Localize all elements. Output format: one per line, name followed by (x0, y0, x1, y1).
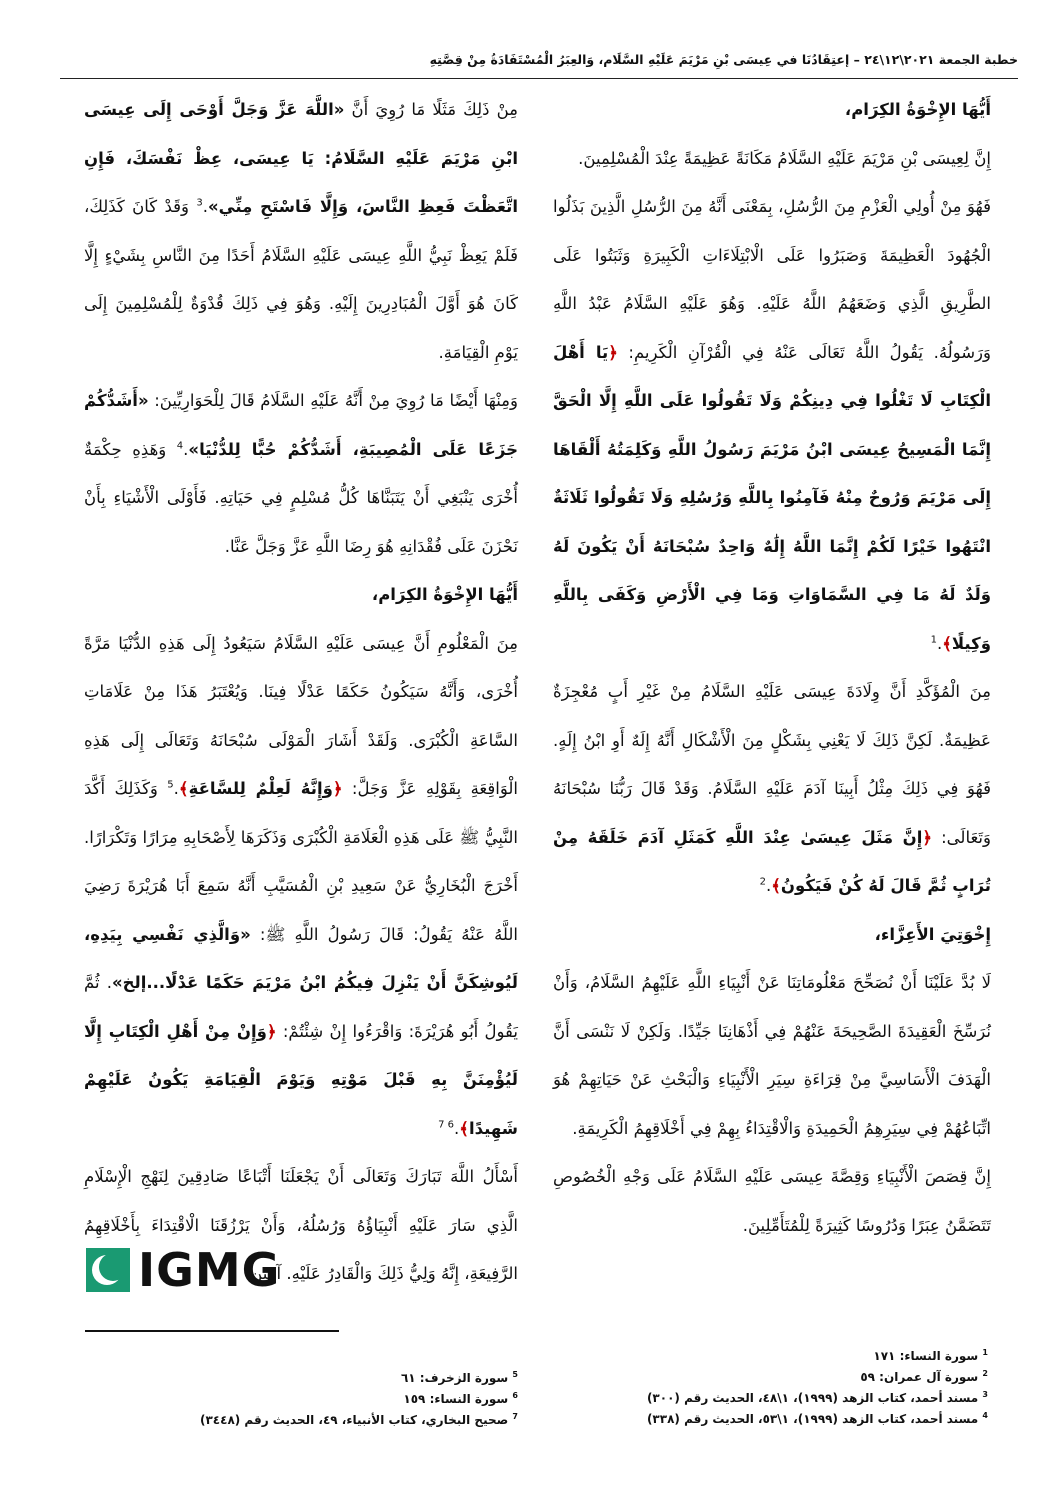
verse-bracket-close: ﴾ (942, 633, 952, 653)
body-text: . (173, 779, 179, 798)
footnote (538, 1346, 988, 1367)
footnote (538, 1367, 988, 1388)
header-title: خطبة الجمعة ٢٠٢١\١٢\٢٤ – إعتِقَادُنَا في عِيسَى بْنِ مَرْيَمَ عَلَيْهِ السَّلَام، وَالعِبَرُ الْمُسْتَفَادَةُ مِنْ قِصَّتِهِ (429, 52, 1018, 67)
verse-bracket-open: ﴿ (922, 827, 933, 847)
footnote-text: مسند أحمد، كتاب الزهد (١٩٩٩)، ١\٤٨، الحديث رقم (٣٠٠) (646, 1391, 979, 1405)
footnote-ref: 6 7 (438, 1119, 455, 1130)
footnote-number: 2 (982, 1369, 988, 1378)
section-heading: أَيُّهَا الإِخْوَةُ الكِرَام، (371, 585, 518, 604)
footnote (538, 1388, 988, 1409)
body-text: وَقَدْ كَانَ كَذَلِكَ، فَلَمْ يَعِظْ نَبِيُّ اللَّهِ عِيسَى عَلَيْهِ السَّلَامُ أَحَدًا مِنَ النَّاسِ بِشَيْءٍ إِلَّا كَانَ هُوَ أَوَّلَ الْمُبَادِرِينَ إِلَيْهِ. وَهُوَ فِي ذَلِكَ قُدْوَةٌ لِلْمُسْلِمِينَ إِلَى يَوْمِ الْقِيَامَةِ. (84, 197, 518, 362)
body-text: لَا بُدَّ عَلَيْنَا أَنْ نُصَحِّحَ مَعْلُومَاتِنَا عَنْ أَنْبِيَاءِ اللَّهِ عَلَيْهِمُ السَّلَامُ، وَأَنْ نُرَسِّخَ الْعَقِيدَةَ الصَّحِيحَةَ عَنْهُمْ فِي أَذْهَانِنَا جَيِّدًا. وَلَكِنْ لَا نَنْسَى أَنَّ الْهَدَفَ الْأَسَاسِيَّ مِنْ قِرَاءَةِ سِيَرِ الْأَنْبِيَاءِ وَالْبَحْثِ عَنْ حَيَاتِهِمْ هُوَ اتِّبَاعُهُمْ فِي سِيَرِهِمُ الْحَمِيدَةِ وَالْاقْتِدَاءُ بِهِمْ فِي أَخْلَاقِهِمُ الْكَرِيمَةِ. (553, 973, 991, 1138)
quran-verse (553, 343, 991, 653)
quran-verse (179, 779, 343, 798)
verse-bracket-close: ﴾ (178, 779, 189, 798)
footnote-ref: 5 (167, 779, 174, 791)
crescent-europe-icon (86, 1248, 130, 1292)
logo-text: IGMG (138, 1243, 281, 1297)
body-text: . (936, 633, 943, 653)
footnotes-right (538, 1346, 988, 1430)
paragraph (84, 86, 518, 377)
paragraph (84, 377, 518, 571)
paragraph (553, 183, 991, 668)
hadith-quote: «اللَّهَ عَزَّ وَجَلَّ أَوْحَى إِلَى عِيسَى ابْنِ مَرْيَمَ عَلَيْهِ السَّلَامُ: يَا عِيسَى، عِظْ نَفْسَكَ، فَإِنِ اتَّعَظْتَ فَعِظِ النَّاسَ، وَإِلَّا فَاسْتَحِ مِنِّي» (84, 100, 518, 216)
body-text: . (454, 1118, 460, 1138)
body-text: . (183, 439, 189, 459)
footnote (78, 1368, 518, 1389)
body-text: . (202, 197, 209, 216)
verse-bracket-close: ﴾ (771, 876, 781, 895)
left-column (84, 86, 518, 1299)
footnote-ref: 3 (196, 197, 203, 209)
verse-text: يَا أَهْلَ الْكِتَابِ لَا تَغْلُوا فِي دِينِكُمْ وَلَا تَقُولُوا عَلَى اللَّهِ إِلَّا الْحَقَّ إِنَّمَا الْمَسِيحُ عِيسَى ابْنُ مَرْيَمَ رَسُولُ اللَّهِ وَكَلِمَتُهُ أَلْقَاهَا إِلَى مَرْيَمَ وَرُوحٌ مِنْهُ فَآمِنُوا بِاللَّهِ وَرُسُلِهِ وَلَا تَقُولُوا ثَلَاثَةٌ انْتَهُوا خَيْرًا لَكُمْ إِنَّمَا اللَّهُ إِلَٰهٌ وَاحِدٌ سُبْحَانَهُ أَنْ يَكُونَ لَهُ وَلَدٌ لَهُ مَا فِي السَّمَاوَاتِ وَمَا فِي الْأَرْضِ وَكَفَى بِاللَّهِ وَكِيلًا (553, 342, 991, 653)
body-text: فَهُوَ مِنْ أُولِي الْعَزْمِ مِنَ الرُّسُلِ، بِمَعْنَى أَنَّهُ مِنَ الرُّسُلِ الَّذِينَ بَذَلُوا الْجُهُودَ الْعَظِيمَةَ وَصَبَرُوا عَلَى الْابْتِلَاءَاتِ الْكَبِيرَةِ وَثَبَتُوا عَلَى الطَّرِيقِ الَّذِي وَضَعَهُمُ اللَّهُ عَلَيْهِ. وَهُوَ عَلَيْهِ السَّلَامُ عَبْدُ اللَّهِ وَرَسُولُهُ. يَقُولُ اللَّهُ تَعَالَى عَنْهُ فِي الْقُرْآنِ الْكَرِيمِ: (553, 197, 991, 362)
paragraph (553, 1153, 991, 1250)
footnote-text: صحيح البخاري، كتاب الأنبياء، ٤٩، الحديث رقم (٣٤٤٨) (199, 1413, 509, 1427)
section-heading: أَيُّهَا الإِخْوَةُ الكِرَام، (844, 100, 991, 119)
verse-text: وَإِنْ مِنْ أَهْلِ الْكِتَابِ إِلَّا لَيُؤْمِنَنَّ بِهِ قَبْلَ مَوْتِهِ وَيَوْمَ الْقِيَامَةِ يَكُونُ عَلَيْهِمْ شَهِيدًا (84, 1021, 518, 1138)
footnote-text: سورة آل عمران: ٥٩ (860, 1370, 979, 1384)
footnote-number: 1 (982, 1348, 988, 1357)
body-text: إِنَّ لِعِيسَى بْنِ مَرْيَمَ عَلَيْهِ السَّلَامُ مَكَانَةً عَظِيمَةً عِنْدَ الْمُسْلِمِينَ. (578, 148, 991, 168)
footnote-ref: 2 (759, 876, 766, 888)
paragraph (553, 135, 991, 184)
footnote-number: 3 (982, 1390, 988, 1399)
right-column (553, 86, 991, 1250)
footnotes-left (78, 1368, 518, 1431)
body-text: إِنَّ قِصَصَ الْأَنْبِيَاءِ وَقِصَّةَ عِيسَى عَلَيْهِ السَّلَامُ عَلَى وَجْهِ الْخُصُوصِ تَتَضَمَّنُ عِبَرًا وَدُرُوسًا كَثِيرَةً لِلْمُتَأَمِّلِينَ. (553, 1167, 991, 1235)
verse-text: وَإِنَّهُ لَعِلْمٌ لِلسَّاعَةِ (188, 779, 333, 798)
footnote-number: 6 (512, 1391, 518, 1400)
body-text: مِنْ ذَلِكَ مَثَلًا مَا رُوِيَ أَنَّ (344, 100, 518, 119)
footnote-divider (85, 1330, 339, 1332)
footnote (78, 1389, 518, 1410)
body-text: وَكَذَلِكَ أَكَّدَ النَّبِيُّ ﷺ عَلَى هَذِهِ الْعَلَامَةِ الْكُبْرَى وَذَكَرَهَا لِأَصْحَابِهِ مِرَارًا وَتَكْرَارًا. أَخْرَجَ الْبُخَارِيُّ عَنْ سَعِيدِ بْنِ الْمُسَيَّبِ أَنَّهُ سَمِعَ أَبَا هُرَيْرَةَ رَضِيَ اللَّهُ عَنْهُ يَقُولُ: قَالَ رَسُولُ اللَّهِ ﷺ: (84, 779, 519, 944)
footnote (78, 1410, 518, 1431)
body-text: وَمِنْهَا أَيْضًا مَا رُوِيَ مِنْ أَنَّهُ عَلَيْهِ السَّلَامُ قَالَ لِلْحَوَارِيِّينَ: (148, 391, 518, 410)
footnote-text: سورة النساء: ١٥٩ (403, 1392, 509, 1406)
footnote-ref: 4 (176, 440, 184, 451)
footnote-ref: 1 (930, 634, 937, 645)
verse-bracket-open: ﴿ (266, 1021, 277, 1041)
page-header (60, 42, 1018, 79)
hadith-quote: «وَالَّذِي نَفْسِي بِيَدِهِ، لَيُوشِكَنَّ أَنْ يَنْزِلَ فِيكُمُ ابْنُ مَرْيَمَ حَكَمًا عَدْلًا...إلخ» (84, 924, 518, 992)
footnote-number: 7 (512, 1412, 518, 1421)
footnote-text: سورة الزخرف: ٦١ (400, 1371, 509, 1385)
paragraph (553, 668, 991, 911)
body-text: أَسْأَلُ اللَّهَ تَبَارَكَ وَتَعَالَى أَنْ يَجْعَلَنَا أَتْبَاعًا صَادِقِينَ لِنَهْجِ الْإِسْلَامِ الَّذِي سَارَ عَلَيْهِ أَنْبِيَاؤُهُ وَرُسُلُهُ، وَأَنْ يَرْزُقَنَا الْاقْتِدَاءَ بِأَخْلَاقِهِمُ الرَّفِيعَةِ، إِنَّهُ وَلِيُّ ذَلِكَ وَالْقَادِرُ عَلَيْهِ. آمين. (84, 1167, 518, 1283)
section-heading: إِخْوَتِيَ الأَعِزَّاء، (874, 924, 991, 944)
quran-verse (553, 828, 991, 896)
paragraph (553, 959, 991, 1153)
footnote-number: 4 (982, 1411, 988, 1420)
body-text: مِنَ الْمَعْلُومِ أَنَّ عِيسَى عَلَيْهِ السَّلَامُ سَيَعُودُ إِلَى هَذِهِ الدُّنْيَا مَرَّةً أُخْرَى، وَأَنَّهُ سَيَكُونُ حَكَمًا عَدْلًا فِينَا. وَيُعْتَبَرُ هَذَا مِنْ عَلَامَاتِ السَّاعَةِ الْكُبْرَى. وَلَقَدْ أَشَارَ الْمَوْلَى سُبْحَانَهُ وَتَعَالَى إِلَى هَذِهِ الْوَاقِعَةِ بِقَوْلِهِ عَزَّ وَجَلَّ: (84, 633, 518, 798)
verse-bracket-open: ﴿ (332, 779, 343, 798)
verse-bracket-open: ﴿ (608, 342, 618, 362)
footnote-text: سورة النساء: ١٧١ (873, 1349, 979, 1363)
igmg-logo (86, 1243, 281, 1297)
verse-bracket-close: ﴾ (459, 1118, 469, 1138)
body-text: . ثُمَّ يَقُولُ أَبُو هُرَيْرَةَ: وَاقْرَءُوا إِنْ شِئْتُمْ: (84, 973, 518, 1041)
verse-text: إِنَّ مَثَلَ عِيسَىٰ عِنْدَ اللَّهِ كَمَثَلِ آدَمَ خَلَقَهُ مِنْ تُرَابٍ ثُمَّ قَالَ لَهُ كُنْ فَيَكُونُ (553, 827, 991, 895)
body-text: . (766, 876, 772, 895)
hadith-quote: «أَشَدُّكُمْ جَزَعًا عَلَى الْمُصِيبَةِ، أَشَدُّكُمْ حُبًّا لِلدُّنْيَا» (84, 391, 518, 459)
body-text: مِنَ الْمُؤَكَّدِ أَنَّ وِلَادَةَ عِيسَى عَلَيْهِ السَّلَامُ مِنْ غَيْرِ أَبٍ مُعْجِزَةٌ عَظِيمَةٌ. لَكِنَّ ذَلِكَ لَا يَعْنِي بِشَكْلٍ مِنَ الْأَشْكَالِ أَنَّهُ إِلَهٌ أَوِ ابْنُ إِلَهٍ. فَهُوَ فِي ذَلِكَ مِثْلُ أَبِينَا آدَمَ عَلَيْهِ السَّلَامُ. وَقَدْ قَالَ رَبُّنَا سُبْحَانَهُ وَتَعَالَى: (553, 682, 991, 847)
footnote-text: مسند أحمد، كتاب الزهد (١٩٩٩)، ١\٥٣، الحديث رقم (٣٣٨) (646, 1412, 979, 1426)
body-text: وَهَذِهِ حِكْمَةٌ أُخْرَى يَنْبَغِي أَنْ يَتَبَنَّاهَا كُلُّ مُسْلِمٍ فِي حَيَاتِهِ. فَأَوْلَى الْأَشْيَاءِ بِأَنْ نَحْزَنَ عَلَى فُقْدَانِهِ هُوَ رِضَا اللَّهِ عَزَّ وَجَلَّ عَنَّا. (84, 439, 518, 556)
footnote-number: 5 (512, 1370, 518, 1379)
paragraph (84, 620, 518, 1154)
footnote (538, 1409, 988, 1430)
